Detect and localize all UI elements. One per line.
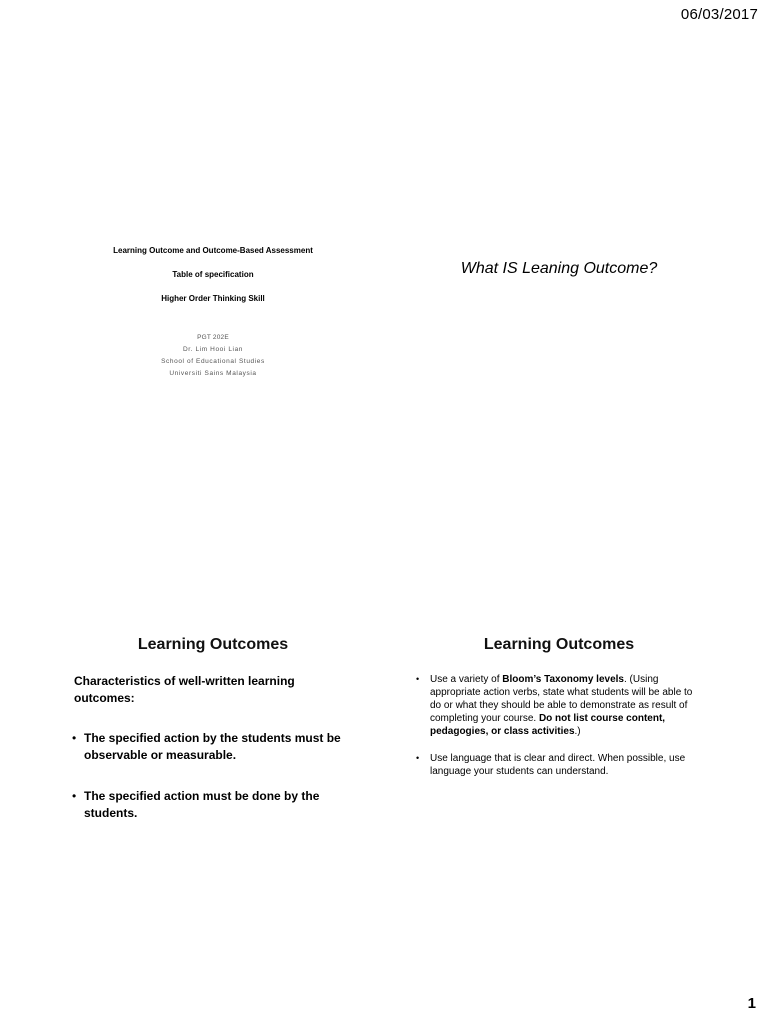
bullet-text: The specified action must be done by the students.	[84, 789, 320, 820]
slide-heading: Learning Outcomes	[137, 636, 289, 653]
page-date: 06/03/2017	[680, 6, 758, 23]
university-name: Universiti Sains Malaysia	[169, 370, 257, 377]
bullet-icon: •	[72, 789, 77, 803]
author-block	[42, 332, 384, 380]
list-item	[416, 673, 696, 738]
author-name: Dr. Lim Hooi Lian	[182, 346, 244, 353]
list-item	[72, 788, 362, 822]
bullet-text: Use language that is clear and direct. When possible, use language your students can understand.	[430, 753, 686, 777]
bullet-icon: •	[72, 731, 77, 745]
title-line-3: Higher Order Thinking Skill	[161, 294, 265, 303]
slide-heading: Learning Outcomes	[483, 636, 635, 653]
bullet-suffix: .)	[574, 726, 581, 737]
bullet-icon: •	[416, 674, 420, 684]
intro-text: Characteristics of well-written learning outcomes:	[74, 674, 295, 705]
bullet-icon: •	[416, 753, 420, 763]
school-name: School of Educational Studies	[161, 358, 265, 365]
bullet-prefix: Use a variety of	[430, 674, 503, 685]
bullet-list	[72, 730, 362, 846]
bullet-list	[416, 673, 696, 792]
slide-outcomes-guidance	[388, 620, 730, 878]
bullet-text: The specified action by the students must be observable or measurable.	[84, 731, 341, 762]
title-lines	[42, 246, 384, 318]
slide-title	[42, 232, 384, 490]
slide-outcomes-characteristics	[42, 620, 384, 878]
question-text: What IS Leaning Outcome?	[460, 260, 658, 277]
bullet-bold-term: Bloom’s Taxonomy levels	[502, 674, 624, 685]
title-line-2: Table of specification	[172, 270, 254, 279]
title-line-1: Learning Outcome and Outcome-Based Assessment	[113, 246, 313, 255]
list-item	[72, 730, 362, 764]
bullet-bold-warning: Do not list course content, pedagogies, or class activities	[430, 713, 666, 737]
course-code: PGT 202E	[197, 334, 229, 341]
slide-question	[388, 232, 730, 490]
bullet-middle: . (Using appropriate action verbs, state what students will be able to do or what they should be able to demonstrate as result of completing your course.	[430, 674, 693, 724]
list-item	[416, 752, 696, 778]
page-number: 1	[747, 995, 756, 1012]
